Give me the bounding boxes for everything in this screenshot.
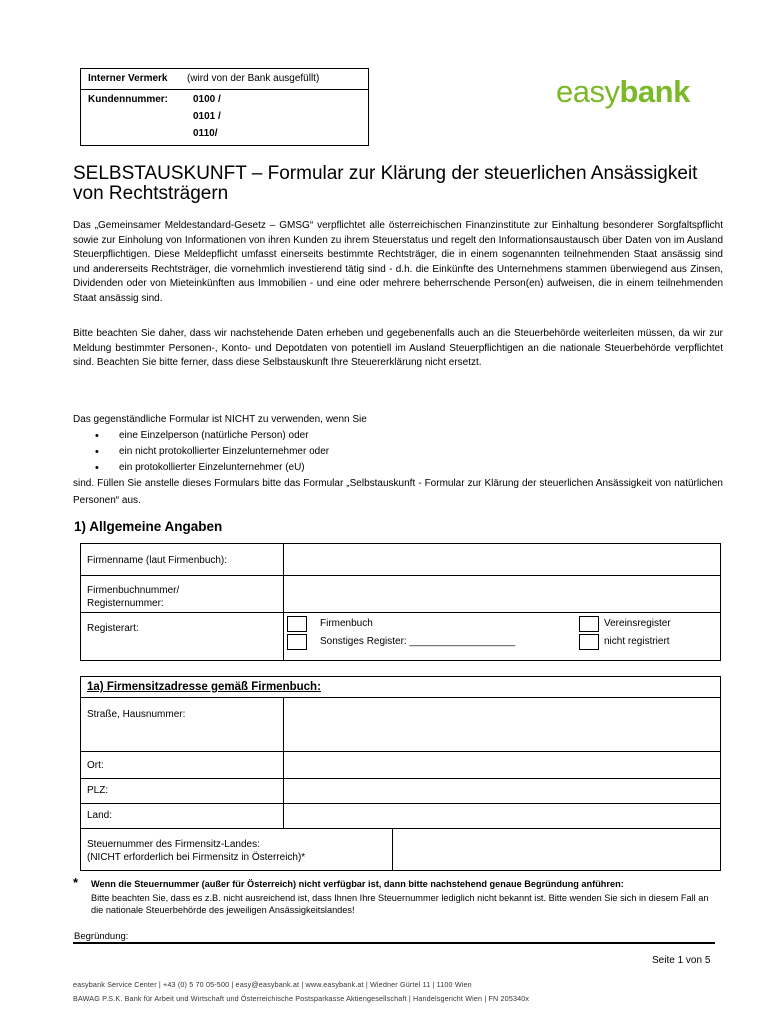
city-input[interactable]	[285, 752, 719, 778]
easybank-logo	[556, 74, 690, 110]
internal-note-subtitle: (wird von der Bank ausgefüllt)	[187, 73, 320, 84]
street-label: Straße, Hausnummer:	[87, 709, 186, 720]
firmenbuch-option-label: Firmenbuch	[320, 618, 373, 629]
not-for-list	[73, 428, 723, 476]
not-for-section	[73, 412, 723, 509]
customer-number-value: 0110/	[193, 128, 218, 139]
vereinsregister-option-label: Vereinsregister	[604, 618, 671, 629]
address-table	[80, 676, 721, 871]
logo-bold-text: bank	[619, 74, 690, 109]
page-title: SELBSTAUSKUNFT – Formular zur Klärung der steuerlichen Ansässigkeit von Rechtsträgern	[73, 163, 698, 204]
customer-number-value: 0100 /	[193, 94, 221, 105]
firm-name-label: Firmenname (laut Firmenbuch):	[87, 555, 228, 566]
nicht-registriert-option-label: nicht registriert	[604, 636, 670, 647]
vereinsregister-checkbox[interactable]	[579, 616, 599, 632]
list-item: • eine Einzelperson (natürliche Person) oder	[73, 428, 723, 444]
register-number-input[interactable]	[285, 576, 719, 611]
general-info-table	[80, 543, 721, 661]
firm-name-input[interactable]	[285, 545, 719, 574]
intro-paragraph: Bitte beachten Sie daher, dass wir nachstehende Daten erheben und gegebenenfalls auch an die Steuerbehörde weiterleiten müssen, da wir zur Meldung bestimmter Personen-, Konto- und Depotdaten von potentiell im Ausland Steuerpflichtigen an die nationale Steuerbehörde verpflichtet sind. Beachten Sie bitte ferner, dass diese Selbstauskunft Ihre Steuererklärung nicht ersetzt.	[73, 328, 723, 369]
zip-input[interactable]	[285, 779, 719, 803]
street-input[interactable]	[285, 698, 719, 751]
page-number: Seite 1 von 5	[652, 955, 711, 966]
list-item: • ein nicht protokollierter Einzelunternehmer oder	[73, 444, 723, 460]
register-number-label: Firmenbuchnummer/ Registernummer:	[87, 585, 180, 609]
city-label: Ort:	[87, 760, 104, 771]
footnote-star: *	[73, 875, 79, 890]
not-for-lead: Das gegenständliche Formular ist NICHT zu verwenden, wenn Sie	[73, 414, 367, 425]
section-1-heading: 1) Allgemeine Angaben	[74, 519, 223, 534]
zip-label: PLZ:	[87, 785, 109, 796]
list-item: • ein protokollierter Einzelunternehmer (eU)	[73, 460, 723, 476]
begruendung-label: Begründung:	[74, 931, 129, 942]
register-type-label: Registerart:	[87, 623, 139, 634]
internal-note-title: Interner Vermerk	[88, 73, 168, 84]
sonstiges-register-checkbox[interactable]	[287, 634, 307, 650]
customer-number-label: Kundennummer:	[88, 94, 168, 105]
nicht-registriert-checkbox[interactable]	[579, 634, 599, 650]
footnote-text: Bitte beachten Sie, dass es z.B. nicht ausreichend ist, dass Ihnen Ihre Steuernummer lediglich nicht bekannt ist. Bitte wenden Sie sich in diesem Fall an die nationale Steuerbehörde des jeweiligen Ansässigkeitslandes!	[91, 893, 709, 915]
firmenbuch-checkbox[interactable]	[287, 616, 307, 632]
divider	[73, 942, 715, 944]
tax-number-input[interactable]	[394, 829, 719, 870]
customer-number-value: 0101 /	[193, 111, 221, 122]
internal-note-box	[80, 68, 369, 146]
footer-line-1: easybank Service Center | +43 (0) 5 70 05-500 | easy@easybank.at | www.easybank.at | Wiedner Gürtel 11 | 1100 Wien	[73, 980, 472, 989]
intro-paragraph: Das „Gemeinsamer Meldestandard-Gesetz – GMSG“ verpflichtet alle österreichischen Finanzinstitute zur Einhaltung besonderer Sorgfaltspflicht sowie zur Einholung von Informationen von ihren Kunden zu ihrem Steuerstatus und regelt den Informationsaustausch über Daten von im Ausland Steuerpflichtigen. Diese Meldepflicht umfasst einerseits bestimmte Rechtsträger, die in einem sogenannten teilnehmenden Staat ansässig sind und andererseits Rechtsträger, die vornehmlich investierend tätig sind - d.h. die Einkünfte des Unternehmens stammen überwiegend aus Zinsen, Dividenden oder von Mieteinkünften aus Immobilien - und eine oder mehrere beherrschende Person(en) aufweisen, die in einem teilnehmenden Staat ansässig sind.	[73, 220, 723, 304]
country-input[interactable]	[285, 804, 719, 828]
country-label: Land:	[87, 810, 113, 821]
footer-line-2: BAWAG P.S.K. Bank für Arbeit und Wirtschaft und Österreichische Postsparkasse Aktiengesellschaft | Handelsgericht Wien | FN 205340x	[73, 994, 530, 1003]
sonstiges-option-label: Sonstiges Register: ___________________	[320, 636, 516, 647]
section-1a-heading: 1a) Firmensitzadresse gemäß Firmenbuch:	[87, 681, 321, 693]
footnote-bold-text: Wenn die Steuernummer (außer für Österreich) nicht verfügbar ist, dann bitte nachstehend genaue Begründung anführen:	[91, 879, 624, 889]
internal-note-header	[81, 69, 368, 90]
not-for-after: sind. Füllen Sie anstelle dieses Formulars bitte das Formular „Selbstauskunft - Formular zur Klärung der steuerlichen Ansässigkeit von natürlichen Personen“ aus.	[73, 478, 723, 506]
tax-number-label: Steuernummer des Firmensitz-Landes: (NICHT erforderlich bei Firmensitz in Österreich)*	[87, 839, 306, 863]
logo-light-text: easy	[556, 74, 620, 109]
